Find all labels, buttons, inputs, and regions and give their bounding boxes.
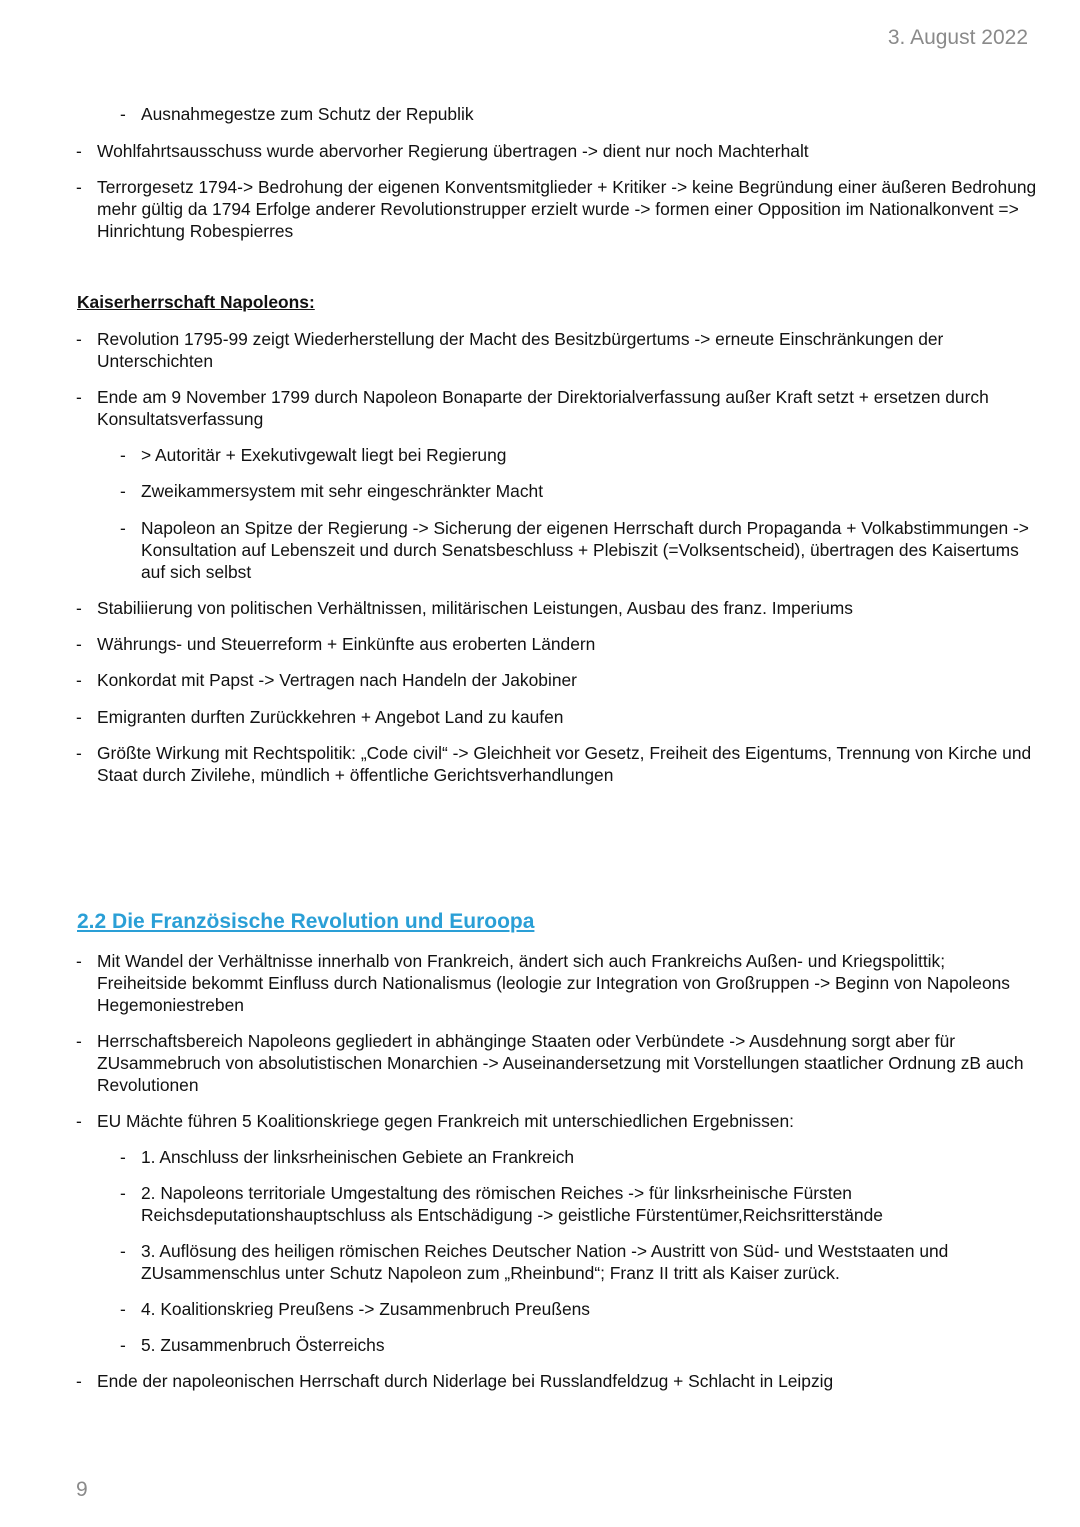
- list-item: - Währungs- und Steuerreform + Einkünfte aus eroberten Ländern: [76, 634, 596, 654]
- list-item: - Stabiliierung von politischen Verhältnissen, militärischen Leistungen, Ausbau des franz. Imperiums: [76, 598, 853, 618]
- document-date: 3. August 2022: [887, 26, 1028, 49]
- sub-list-item: - 1. Anschluss der linksrheinischen Gebiete an Frankreich: [120, 1147, 575, 1167]
- sub-list-item: - 5. Zusammenbruch Österreichs: [120, 1335, 385, 1355]
- dash-bullet: -: [76, 670, 82, 690]
- dash-bullet: -: [76, 1371, 82, 1391]
- dash-bullet: -: [120, 1299, 126, 1319]
- dash-bullet: -: [120, 1183, 126, 1203]
- dash-bullet: -: [120, 1147, 126, 1167]
- sub-list-item: - Napoleon an Spitze der Regierung -> Sicherung der eigenen Herrschaft durch Propaganda + Volkabstimmungen -> Konsultation auf Lebenszeit und durch Senatsbeschluss + Plebiszit (=Volksentscheid), übertragen des Kaisertums auf sich selbst: [120, 518, 1029, 582]
- section-heading-europa: 2.2 Die Französische Revolution und Euroopa: [77, 910, 535, 933]
- list-item: - Mit Wandel der Verhältnisse innerhalb von Frankreich, ändert sich auch Frankreichs Außen- und Kriegspolittik; Freiheitside bekommt Einfluss durch Nationalismus (leologie zur Integration von Großruppen -> Beginn von Napoleons Hegemoniestreben: [76, 951, 1010, 1015]
- dash-bullet: -: [120, 1241, 126, 1261]
- list-item: - Wohlfahrtsausschuss wurde abervorher Regierung übertragen -> dient nur noch Machterhalt: [76, 141, 809, 161]
- list-item: - Revolution 1795-99 zeigt Wiederherstellung der Macht des Besitzbürgertums -> erneute Einschränkungen der Unterschichten: [76, 329, 944, 371]
- section-heading-kaiserherrschaft: Kaiserherrschaft Napoleons:: [77, 292, 315, 312]
- list-item: - EU Mächte führen 5 Koalitionskriege gegen Frankreich mit unterschiedlichen Ergebnissen:: [76, 1111, 794, 1131]
- dash-bullet: -: [120, 518, 126, 538]
- dash-bullet: -: [76, 951, 82, 971]
- dash-bullet: -: [120, 481, 126, 501]
- list-item: - Herrschaftsbereich Napoleons gegliedert in abhänginge Staaten oder Verbündete -> Ausdehnung sorgt aber für ZUsammebruch von absolutistischen Monarchien -> Auseinandersetzung mit Vorstellungen staatlicher Ordnung zB auch Revolutionen: [76, 1031, 1024, 1095]
- dash-bullet: -: [76, 141, 82, 161]
- page-number: 9: [76, 1478, 88, 1501]
- list-item: - Emigranten durften Zurückkehren + Angebot Land zu kaufen: [76, 707, 564, 727]
- list-item: - Ende der napoleonischen Herrschaft durch Niderlage bei Russlandfeldzug + Schlacht in Leipzig: [76, 1371, 834, 1391]
- dash-bullet: -: [76, 634, 82, 654]
- sub-list-item: - > Autoritär + Exekutivgewalt liegt bei Regierung: [120, 445, 507, 465]
- dash-bullet: -: [76, 329, 82, 349]
- dash-bullet: -: [76, 1031, 82, 1051]
- dash-bullet: -: [76, 1111, 82, 1131]
- list-item: - Konkordat mit Papst -> Vertragen nach Handeln der Jakobiner: [76, 670, 577, 690]
- dash-bullet: -: [76, 707, 82, 727]
- sub-list-item: - 3. Auflösung des heiligen römischen Reiches Deutscher Nation -> Austritt von Süd- und Weststaaten und ZUsammenschlus unter Schutz Napoleon zum „Rheinbund“; Franz II tritt als Kaiser zurück.: [120, 1241, 949, 1283]
- list-item: - Ausnahmegestze zum Schutz der Republik: [120, 104, 474, 124]
- dash-bullet: -: [120, 445, 126, 465]
- sub-list-item: - 4. Koalitionskrieg Preußens -> Zusammenbruch Preußens: [120, 1299, 590, 1319]
- dash-bullet: -: [76, 177, 82, 197]
- dash-bullet: -: [76, 387, 82, 407]
- dash-bullet: -: [76, 598, 82, 618]
- list-item: - Terrorgesetz 1794-> Bedrohung der eigenen Konventsmitglieder + Kritiker -> keine Begründung einer äußeren Bedrohung mehr gültig da 1794 Erfolge anderer Revolutionstrupper erzielt wurde -> formen einer Opposition im Nationalkonvent => Hinrichtung Robespierres: [76, 177, 1037, 241]
- dash-bullet: -: [120, 104, 126, 124]
- list-item: - Größte Wirkung mit Rechtspolitik: „Code civil“ -> Gleichheit vor Gesetz, Freiheit des Eigentums, Trennung von Kirche und Staat durch Zivilehe, mündlich + öffentliche Gerichtsverhandlungen: [76, 743, 1032, 785]
- sub-list-item: - Zweikammersystem mit sehr eingeschränkter Macht: [120, 481, 544, 501]
- sub-list-item: - 2. Napoleons territoriale Umgestaltung des römischen Reiches -> für linksrheinische Fürsten Reichsdeputationshauptschluss als Entschädigung -> geistliche Fürstentümer,Reichsritterstände: [120, 1183, 883, 1225]
- list-item: - Ende am 9 November 1799 durch Napoleon Bonaparte der Direktorialverfassung außer Kraft setzt + ersetzen durch Konsultatsverfassung: [76, 387, 989, 429]
- dash-bullet: -: [76, 743, 82, 763]
- dash-bullet: -: [120, 1335, 126, 1355]
